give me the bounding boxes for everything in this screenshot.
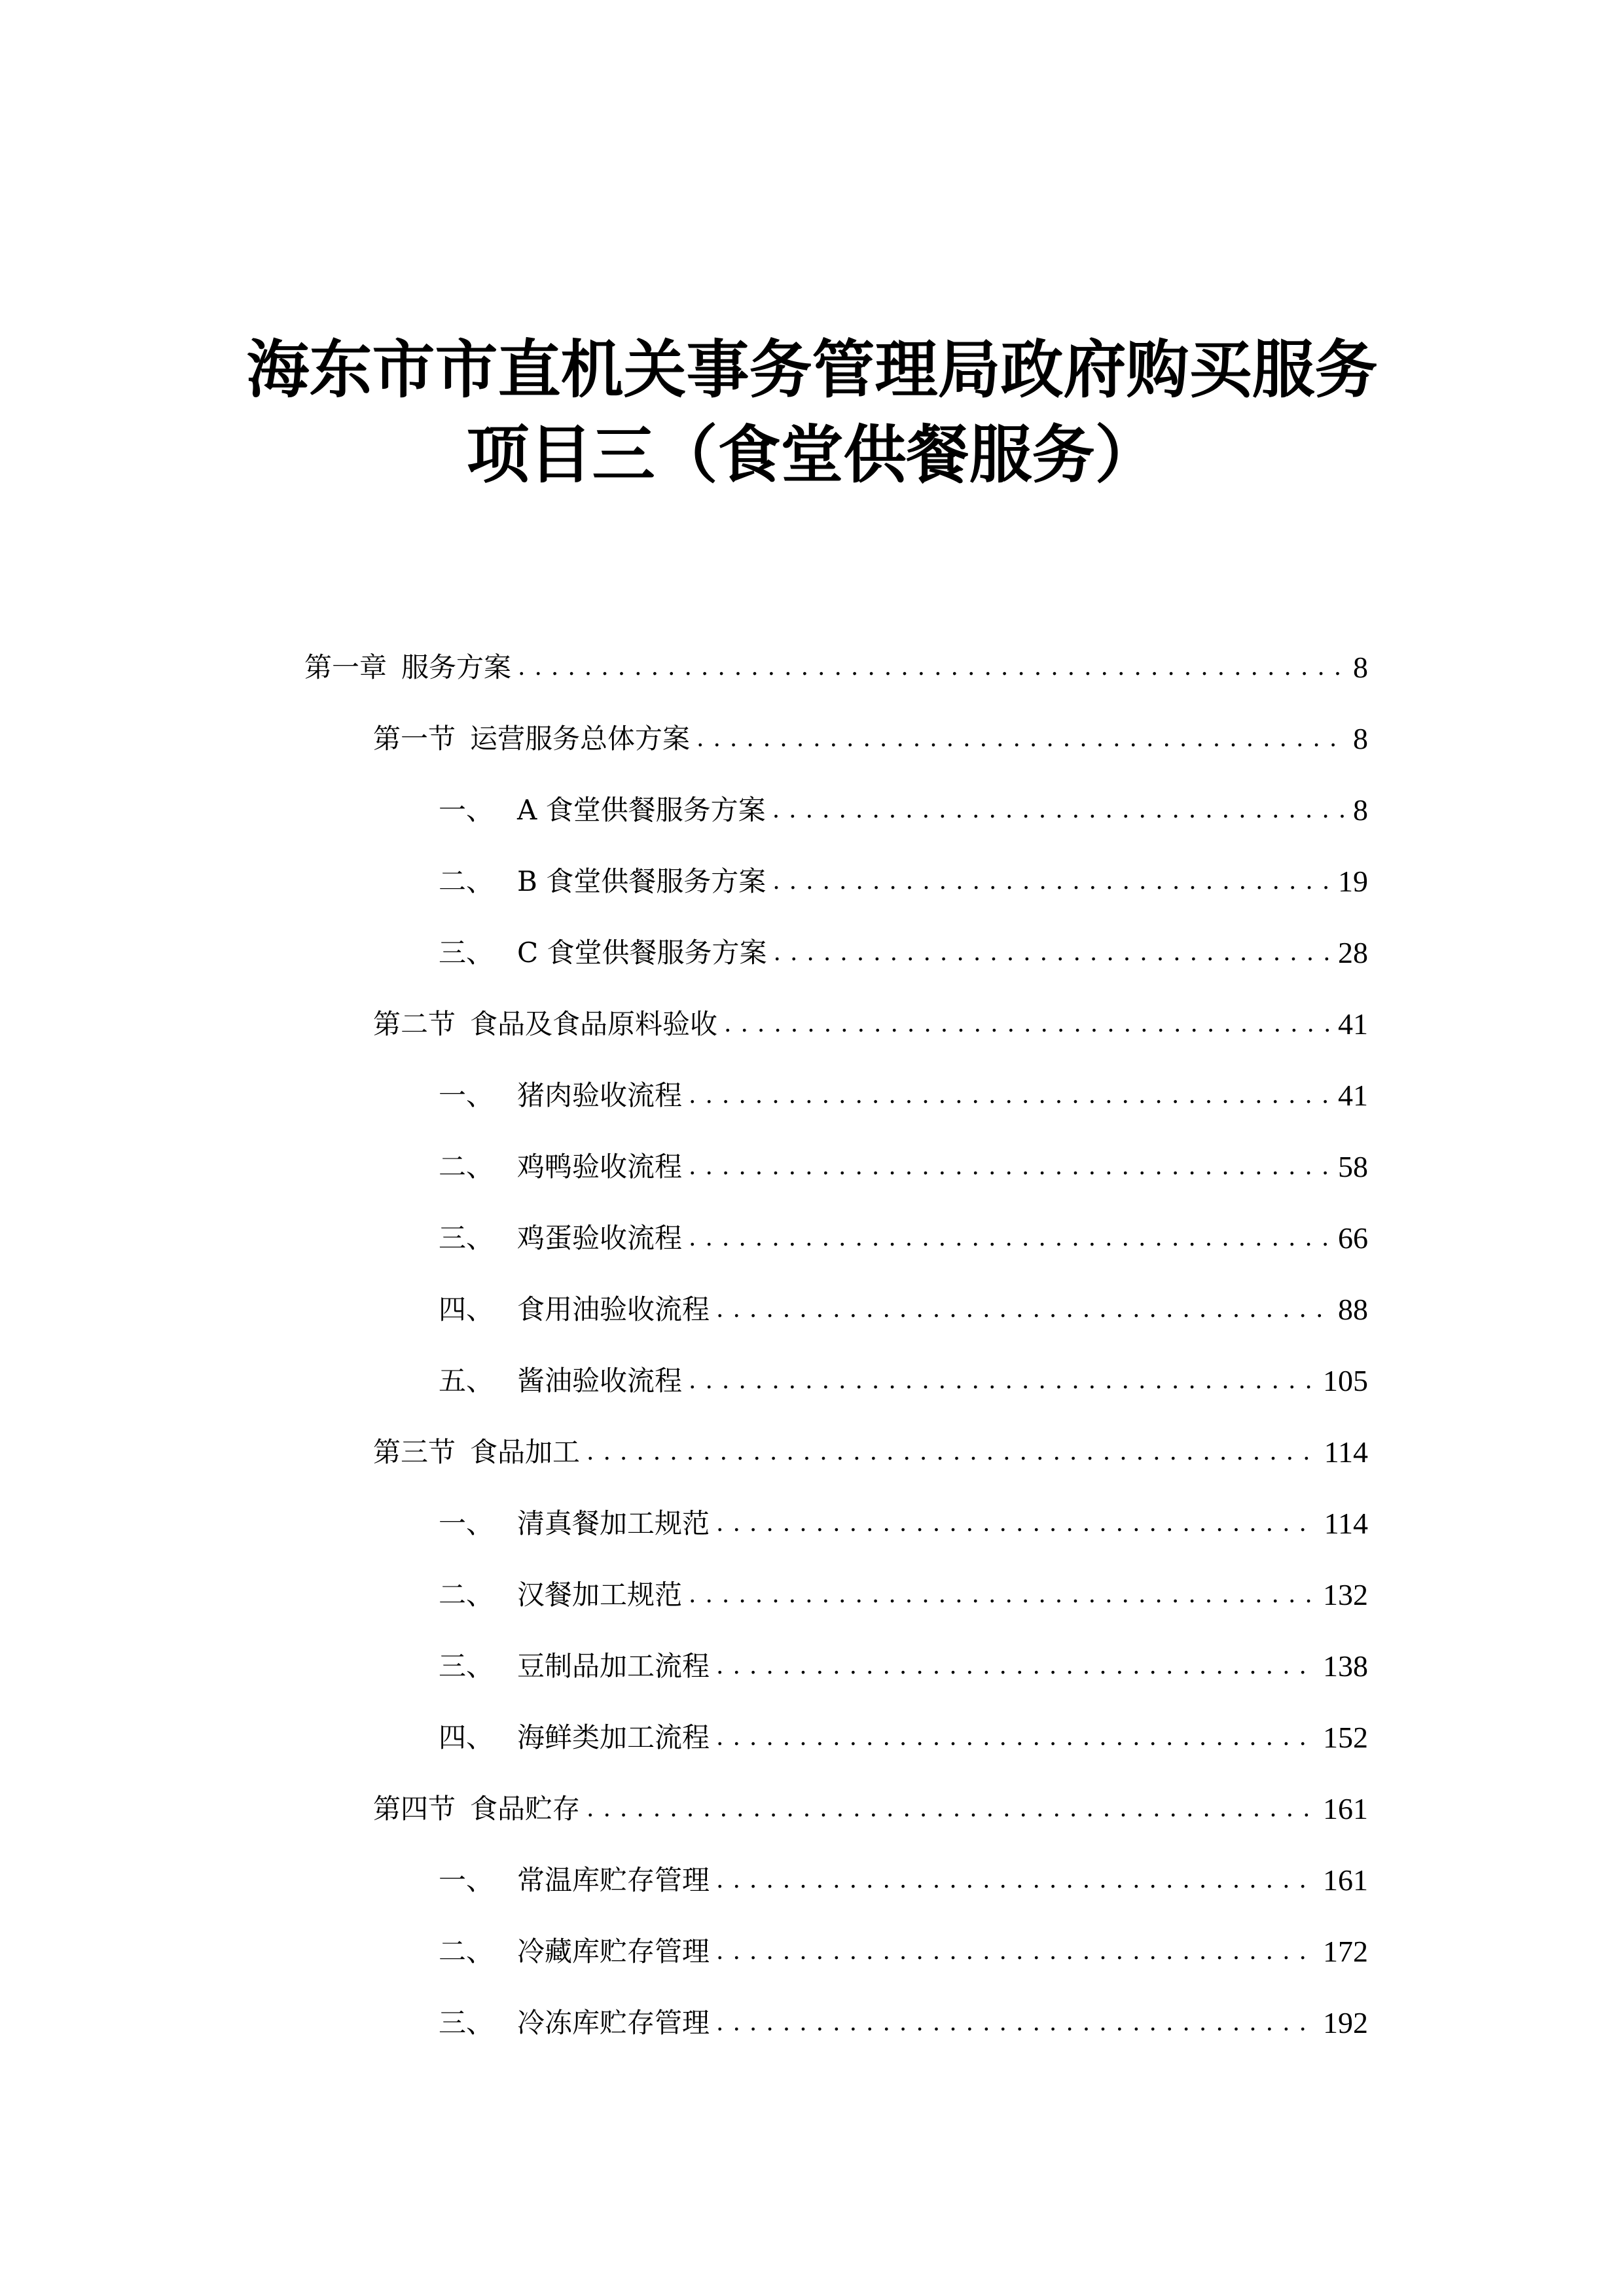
toc-entry-page: 58 [1338, 1150, 1368, 1183]
toc-entry-number: 第四节 [373, 1793, 456, 1825]
dot-leader [716, 1647, 1316, 1686]
toc-entry-page: 114 [1324, 1507, 1368, 1540]
toc-entry-item[interactable] [439, 1219, 1368, 1258]
toc-entry-label: 服务方案 [401, 651, 512, 683]
dot-leader [586, 1433, 1318, 1472]
dot-leader [772, 791, 1346, 830]
toc-entry-number: 三、 [439, 1222, 494, 1254]
dot-leader [716, 1861, 1316, 1900]
toc-entry-label: 酱油验收流程 [517, 1365, 683, 1397]
toc-entry-label: 常温库贮存管理 [517, 1864, 710, 1896]
toc-entry-number: 四、 [439, 1293, 494, 1325]
toc-entry-item[interactable] [439, 2003, 1368, 2043]
toc-entry-number: 四、 [439, 1721, 494, 1753]
toc-entry-section-4[interactable] [373, 1789, 1368, 1829]
toc-entry-page: 105 [1323, 1364, 1368, 1397]
dot-leader [716, 1718, 1316, 1757]
toc-entry-page: 172 [1323, 1935, 1368, 1968]
document-title [0, 327, 1624, 497]
toc-entry-page: 152 [1323, 1721, 1368, 1754]
toc-entry-page: 88 [1338, 1293, 1368, 1326]
dot-leader [774, 933, 1332, 973]
toc-entry-page: 114 [1324, 1435, 1368, 1469]
toc-entry-page: 66 [1338, 1221, 1368, 1255]
toc-entry-label: 汉餐加工规范 [517, 1579, 683, 1611]
toc-entry-number: 一、 [439, 794, 494, 826]
dot-leader [689, 1361, 1316, 1401]
dot-leader [716, 2003, 1316, 2043]
toc-entry-item[interactable] [439, 1575, 1368, 1615]
toc-entry-label: 食品加工 [470, 1436, 581, 1468]
title-line-2: 项目三（食堂供餐服务） [466, 418, 1158, 492]
toc-entry-number: 三、 [439, 937, 494, 969]
dot-leader [689, 1219, 1331, 1258]
toc-entry-number: 一、 [439, 1079, 494, 1111]
toc-entry-page: 28 [1338, 936, 1368, 969]
toc-entry-label: 猪肉验收流程 [517, 1079, 683, 1111]
toc-entry-page: 8 [1353, 651, 1368, 684]
toc-entry-label: 食品贮存 [470, 1793, 581, 1825]
toc-entry-number: 二、 [439, 1935, 494, 1967]
toc-entry-item[interactable] [439, 1147, 1368, 1187]
dot-leader [724, 1005, 1331, 1044]
toc-entry-item[interactable] [439, 1861, 1368, 1900]
toc-entry-label: 鸡蛋验收流程 [517, 1222, 683, 1254]
dot-leader [689, 1575, 1316, 1615]
toc-entry-label: 海鲜类加工流程 [517, 1721, 710, 1753]
toc-entry-section-1[interactable] [373, 719, 1368, 759]
toc-entry-label: B 食堂供餐服务方案 [517, 865, 767, 897]
dot-leader [716, 1932, 1316, 1971]
toc-entry-number: 二、 [439, 865, 494, 897]
toc-entry-page: 41 [1338, 1079, 1368, 1112]
toc-entry-label: 鸡鸭验收流程 [517, 1151, 683, 1183]
toc-entry-page: 41 [1338, 1007, 1368, 1041]
toc-entry-number: 第二节 [373, 1008, 456, 1040]
toc-entry-item[interactable] [439, 933, 1368, 973]
dot-leader [716, 1504, 1318, 1543]
dot-leader [689, 1076, 1331, 1115]
toc-entry-item[interactable] [439, 1290, 1368, 1329]
toc-entry-label: 清真餐加工规范 [517, 1507, 710, 1539]
dot-leader [696, 719, 1346, 759]
toc-entry-number: 第三节 [373, 1436, 456, 1468]
toc-entry-label: 豆制品加工流程 [517, 1650, 710, 1682]
toc-entry-number: 三、 [439, 1650, 494, 1682]
toc-entry-number: 三、 [439, 2007, 494, 2039]
toc-entry-number: 第一节 [373, 723, 456, 755]
toc-entry-number: 二、 [439, 1151, 494, 1183]
toc-entry-item[interactable] [439, 1076, 1368, 1115]
toc-entry-page: 161 [1323, 1863, 1368, 1897]
toc-entry-item[interactable] [439, 1718, 1368, 1757]
toc-entry-item[interactable] [439, 1361, 1368, 1401]
toc-entry-item[interactable] [439, 862, 1368, 901]
toc-entry-number: 第一章 [304, 651, 388, 683]
toc-entry-item[interactable] [439, 791, 1368, 830]
toc-entry-label: 冷藏库贮存管理 [517, 1935, 710, 1967]
toc-entry-page: 192 [1323, 2006, 1368, 2039]
toc-entry-chapter-1[interactable] [304, 648, 1368, 687]
toc-entry-item[interactable] [439, 1932, 1368, 1971]
title-line-1: 海东市市直机关事务管理局政府购买服务 [246, 333, 1378, 406]
toc-entry-label: 食用油验收流程 [517, 1293, 710, 1325]
dot-leader [772, 862, 1331, 901]
toc-entry-page: 138 [1323, 1649, 1368, 1683]
toc-entry-page: 132 [1323, 1578, 1368, 1611]
toc-entry-label: 冷冻库贮存管理 [517, 2007, 710, 2039]
toc-entry-label: A 食堂供餐服务方案 [517, 794, 766, 826]
toc-entry-section-3[interactable] [373, 1433, 1368, 1472]
toc-entry-number: 一、 [439, 1864, 494, 1896]
toc-entry-label: 运营服务总体方案 [470, 723, 691, 755]
toc-entry-section-2[interactable] [373, 1005, 1368, 1044]
toc-entry-page: 8 [1353, 722, 1368, 755]
dot-leader [716, 1290, 1331, 1329]
toc-entry-page: 19 [1338, 865, 1368, 898]
toc-entry-label: C 食堂供餐服务方案 [517, 937, 767, 969]
toc-entry-number: 二、 [439, 1579, 494, 1611]
dot-leader [518, 648, 1346, 687]
dot-leader [586, 1789, 1316, 1829]
toc-entry-page: 161 [1323, 1792, 1368, 1825]
toc-entry-label: 食品及食品原料验收 [470, 1008, 718, 1040]
toc-entry-number: 一、 [439, 1507, 494, 1539]
toc-entry-item[interactable] [439, 1647, 1368, 1686]
toc-entry-item[interactable] [439, 1504, 1368, 1543]
toc-entry-page: 8 [1353, 793, 1368, 827]
toc-entry-number: 五、 [439, 1365, 494, 1397]
dot-leader [689, 1147, 1331, 1187]
